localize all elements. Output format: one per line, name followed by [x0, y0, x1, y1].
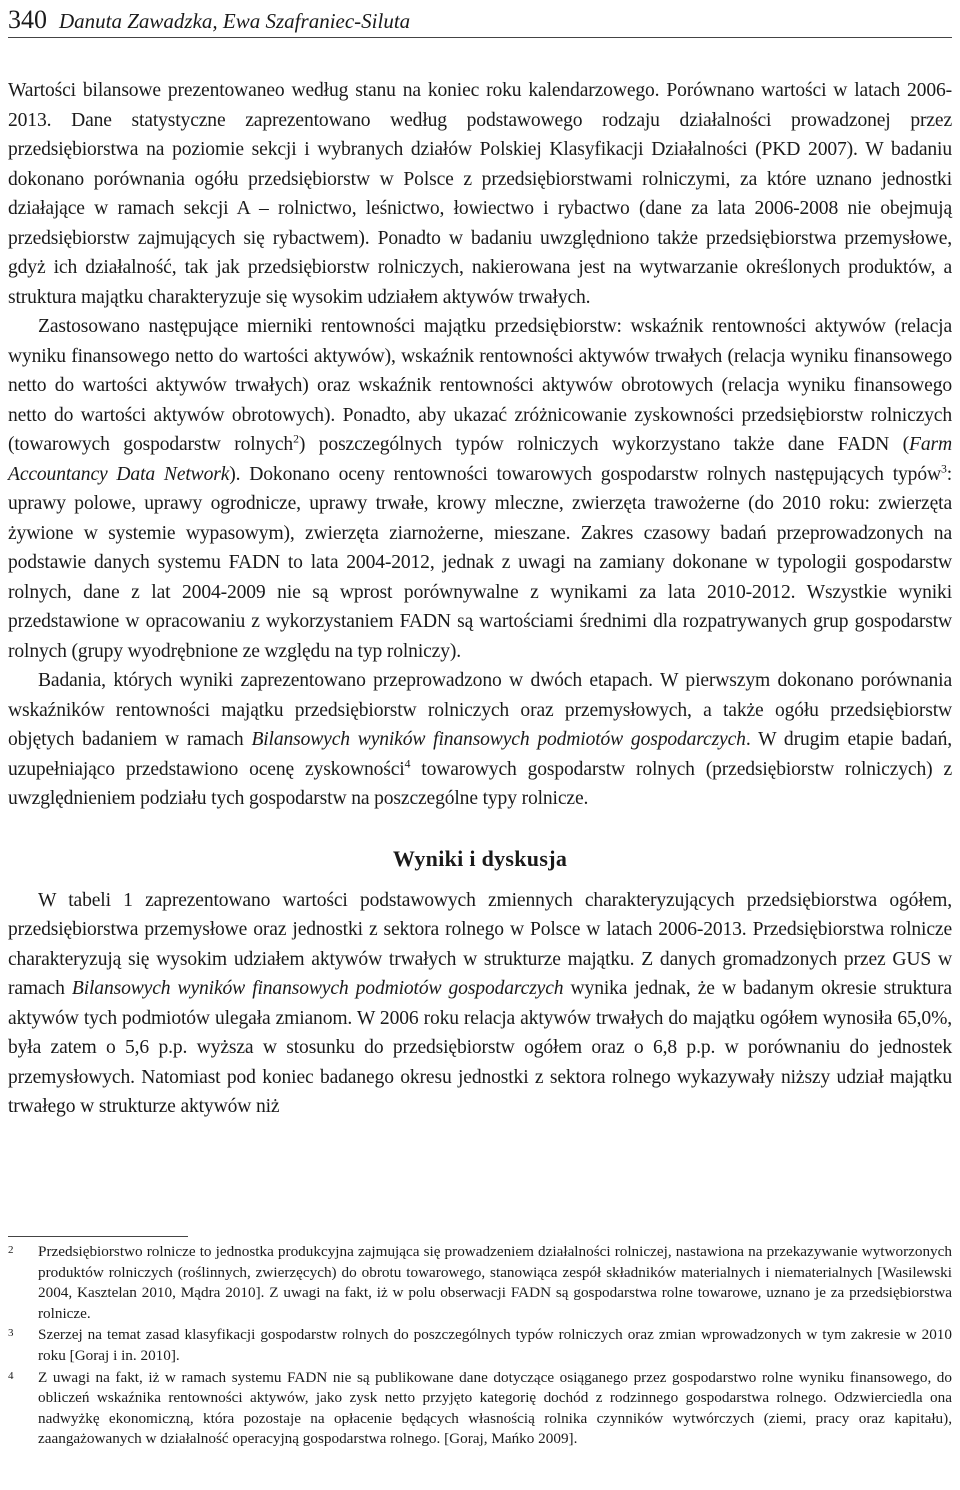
paragraph-3-text-b: . W drugim etapie badań, uzupełniająco przedstawiono ocenę zyskowności [8, 729, 952, 780]
paragraph-3-text-a: Badania, których wyniki zaprezentowano przeprowadzono w dwóch etapach. W pierwszym dokonano porównania wskaźników rentowności majątku przedsiębiorstw rolniczych oraz przemysłowych, a także ogółu przedsiębiorstw objętych badaniem w ramach [8, 670, 952, 750]
paragraph-2-italic-fadn: Farm Accountancy Data Network [8, 434, 952, 485]
paragraph-4-text-a: W tabeli 1 zaprezentowano wartości podstawowych zmiennych charakteryzujących przedsiębiorstwa ogółem, przedsiębiorstwa przemysłowe oraz jednostki z sektora rolnego w Polsce w latach 2006-2013. Przedsiębiorstwa rolnicze charakteryzują się wysokim udziałem aktywów trwałych w strukturze majątku. Z danych gromadzonych przez GUS w ramach [8, 889, 952, 999]
footnote-4 [8, 1368, 952, 1450]
paragraph-3 [8, 666, 952, 814]
footnote-mark: 3 [8, 1327, 14, 1340]
paragraph-4-italic-title: Bilansowych wyników finansowych podmiotów gospodarczych [71, 978, 564, 999]
paragraph-2-text-a: Zastosowano następujące mierniki rentowności majątku przedsiębiorstw: wskaźnik rentowności aktywów (relacja wyniku finansowego netto do wartości aktywów), wskaźnik rentowności aktywów trwałych (relacja wyniku finansowego netto do wartości aktywów trwałych) oraz wskaźnik rentowności aktywów obrotowych (relacja wyniku finansowego netto do wartości aktywów obrotowych). Ponadto, aby ukazać zróżnicowanie zyskowności przedsiębiorstw rolniczych (towarowych gospodarstw rolnych [8, 316, 952, 455]
paragraph-2-text-b: ) poszczególnych typów rolniczych wykorzystano także dane FADN ( [298, 434, 910, 455]
paragraph-1 [8, 76, 952, 312]
footnote-mark: 4 [8, 1369, 14, 1382]
paragraph-4 [8, 886, 952, 1122]
footnote-text: Z uwagi na fakt, iż w ramach systemu FADN nie są publikowane dane dotyczące osiąganego przez gospodarstwo rolne wyniku finansowego, do obliczeń wskaźnika rentowności aktywów, jako zysk netto przyjęto kategorię dochód z rodzinnego gospodarstwa rolnego. Odzwierciedla ona nadwyżkę ekonomiczną, która pozostaje na opłacenie będących własnością rolnika czynników wytwórczych (ziemi, pracy oraz kapitału), zaangażowanych w działalność operacyjną gospodarstwa rolnego. [Goraj, Mańko 2009]. [38, 1368, 952, 1448]
footnote-ref-3[interactable]: 3 [940, 461, 947, 475]
paragraph-4-text-b: wynika jednak, że w badanym okresie struktura aktywów tych podmiotów ulegała zmianom. W 2006 roku relacja aktywów trwałych do majątku ogółem wynosiła 65,0%, była zatem o 5,6 p.p. wyższa w stosunku do przedsiębiorstw ogółem oraz o 6,8 p.p. w porównaniu do jednostek przemysłowych. Natomiast pod koniec badanego okresu jednostki z sektora rolnego wykazywały niższy udział majątku trwałego w strukturze aktywów niż [8, 978, 952, 1117]
footnotes [8, 1242, 952, 1451]
paragraph-2-text-d: : uprawy polowe, uprawy ogrodnicze, uprawy trwałe, krowy mleczne, zwierzęta trawożerne (do 2010 roku: zwierzęta żywione w systemie wypasowym), zwierzęta ziarnożerne, mieszane. Zakres czasowy badań przeprowadzonych na podstawie danych systemu FADN to lata 2004-2012, jednak z uwagi na zamiany dokonane w typologii gospodarstw rolnych, dane z lat 2004-2009 nie są wprost porównywalne z wynikami za lata 2010-2012. Wszystkie wyniki przedstawione w opracowaniu z wykorzystaniem FADN są wartościami średnimi dla rozpatrywanych grup gospodarstw rolnych (grupy wyodrębnione ze względu na typ rolniczy). [8, 463, 952, 662]
page-header [8, 0, 952, 38]
footnote-2 [8, 1242, 952, 1324]
footnote-ref-2[interactable]: 2 [293, 432, 299, 446]
footnote-divider [8, 1236, 188, 1237]
footnote-3 [8, 1325, 952, 1366]
paragraph-3-text-c: towarowych gospodarstw rolnych (przedsiębiorstw rolniczych) z uwzględnieniem podziału tych gospodarstw na poszczególne typy rolnicze. [8, 758, 952, 809]
paragraph-2 [8, 312, 952, 666]
paragraph-3-italic-title: Bilansowych wyników finansowych podmiotów gospodarczych [251, 729, 746, 750]
paragraph-1-text: Wartości bilansowe prezentowaneo według stanu na koniec roku kalendarzowego. Porównano wartości w latach 2006-2013. Dane statystyczne zaprezentowano według podstawowego rodzaju działalności prowadzonej przez przedsiębiorstwa na poziomie sekcji i wybranych działów Polskiej Klasyfikacji Działalności (PKD 2007). W badaniu dokonano porównania ogółu przedsiębiorstw w Polsce z przedsiębiorstwami rolniczymi, za które uznano jednostki działające w ramach sekcji A – rolnictwo, leśnictwo, łowiectwo i rybactwo (dane za lata 2006-2008 nie obejmują przedsiębiorstw zajmujących się rybactwem). Ponadto w badaniu uwzględniono także przedsiębiorstwa przemysłowe, gdyż ich działalność, tak jak przedsiębiorstw rolniczych, nakierowana jest na wytwarzanie określonych produktów, a struktura majątku charakteryzuje się wysokim udziałem aktywów trwałych. [8, 80, 952, 308]
body-text [8, 76, 952, 1122]
footnote-text: Szerzej na temat zasad klasyfikacji gospodarstw rolnych do poszczególnych typów rolniczych oraz zmian wprowadzonych w tym zakresie w 2010 roku [Goraj i in. 2010]. [38, 1326, 952, 1364]
footnote-text: Przedsiębiorstwo rolnicze to jednostka produkcyjna zajmująca się prowadzeniem działalności rolniczej, nastawiona na przekazywanie wytworzonych produktów rolniczych (roślinnych, zwierzęcych) do obrotu towarowego, stanowiąca zespół składników materialnych i niematerialnych [Wasilewski 2004, Kasztelan 2010, Mądra 2010]. Z uwagi na fakt, iż w polu obserwacji FADN są gospodarstwa rolne towarowe, uznano je za przedsiębiorstwa rolnicze. [38, 1243, 952, 1322]
paragraph-2-text-c: ). Dokonano oceny rentowności towarowych gospodarstw rolnych następujących typów [229, 463, 941, 485]
footnote-mark: 2 [8, 1244, 14, 1256]
section-title: Wyniki i dyskusja [392, 845, 568, 871]
page-number: 340 [8, 5, 47, 34]
footnote-ref-4[interactable]: 4 [404, 756, 411, 770]
running-head-authors: Danuta Zawadzka, Ewa Szafraniec-Siluta [59, 9, 411, 33]
